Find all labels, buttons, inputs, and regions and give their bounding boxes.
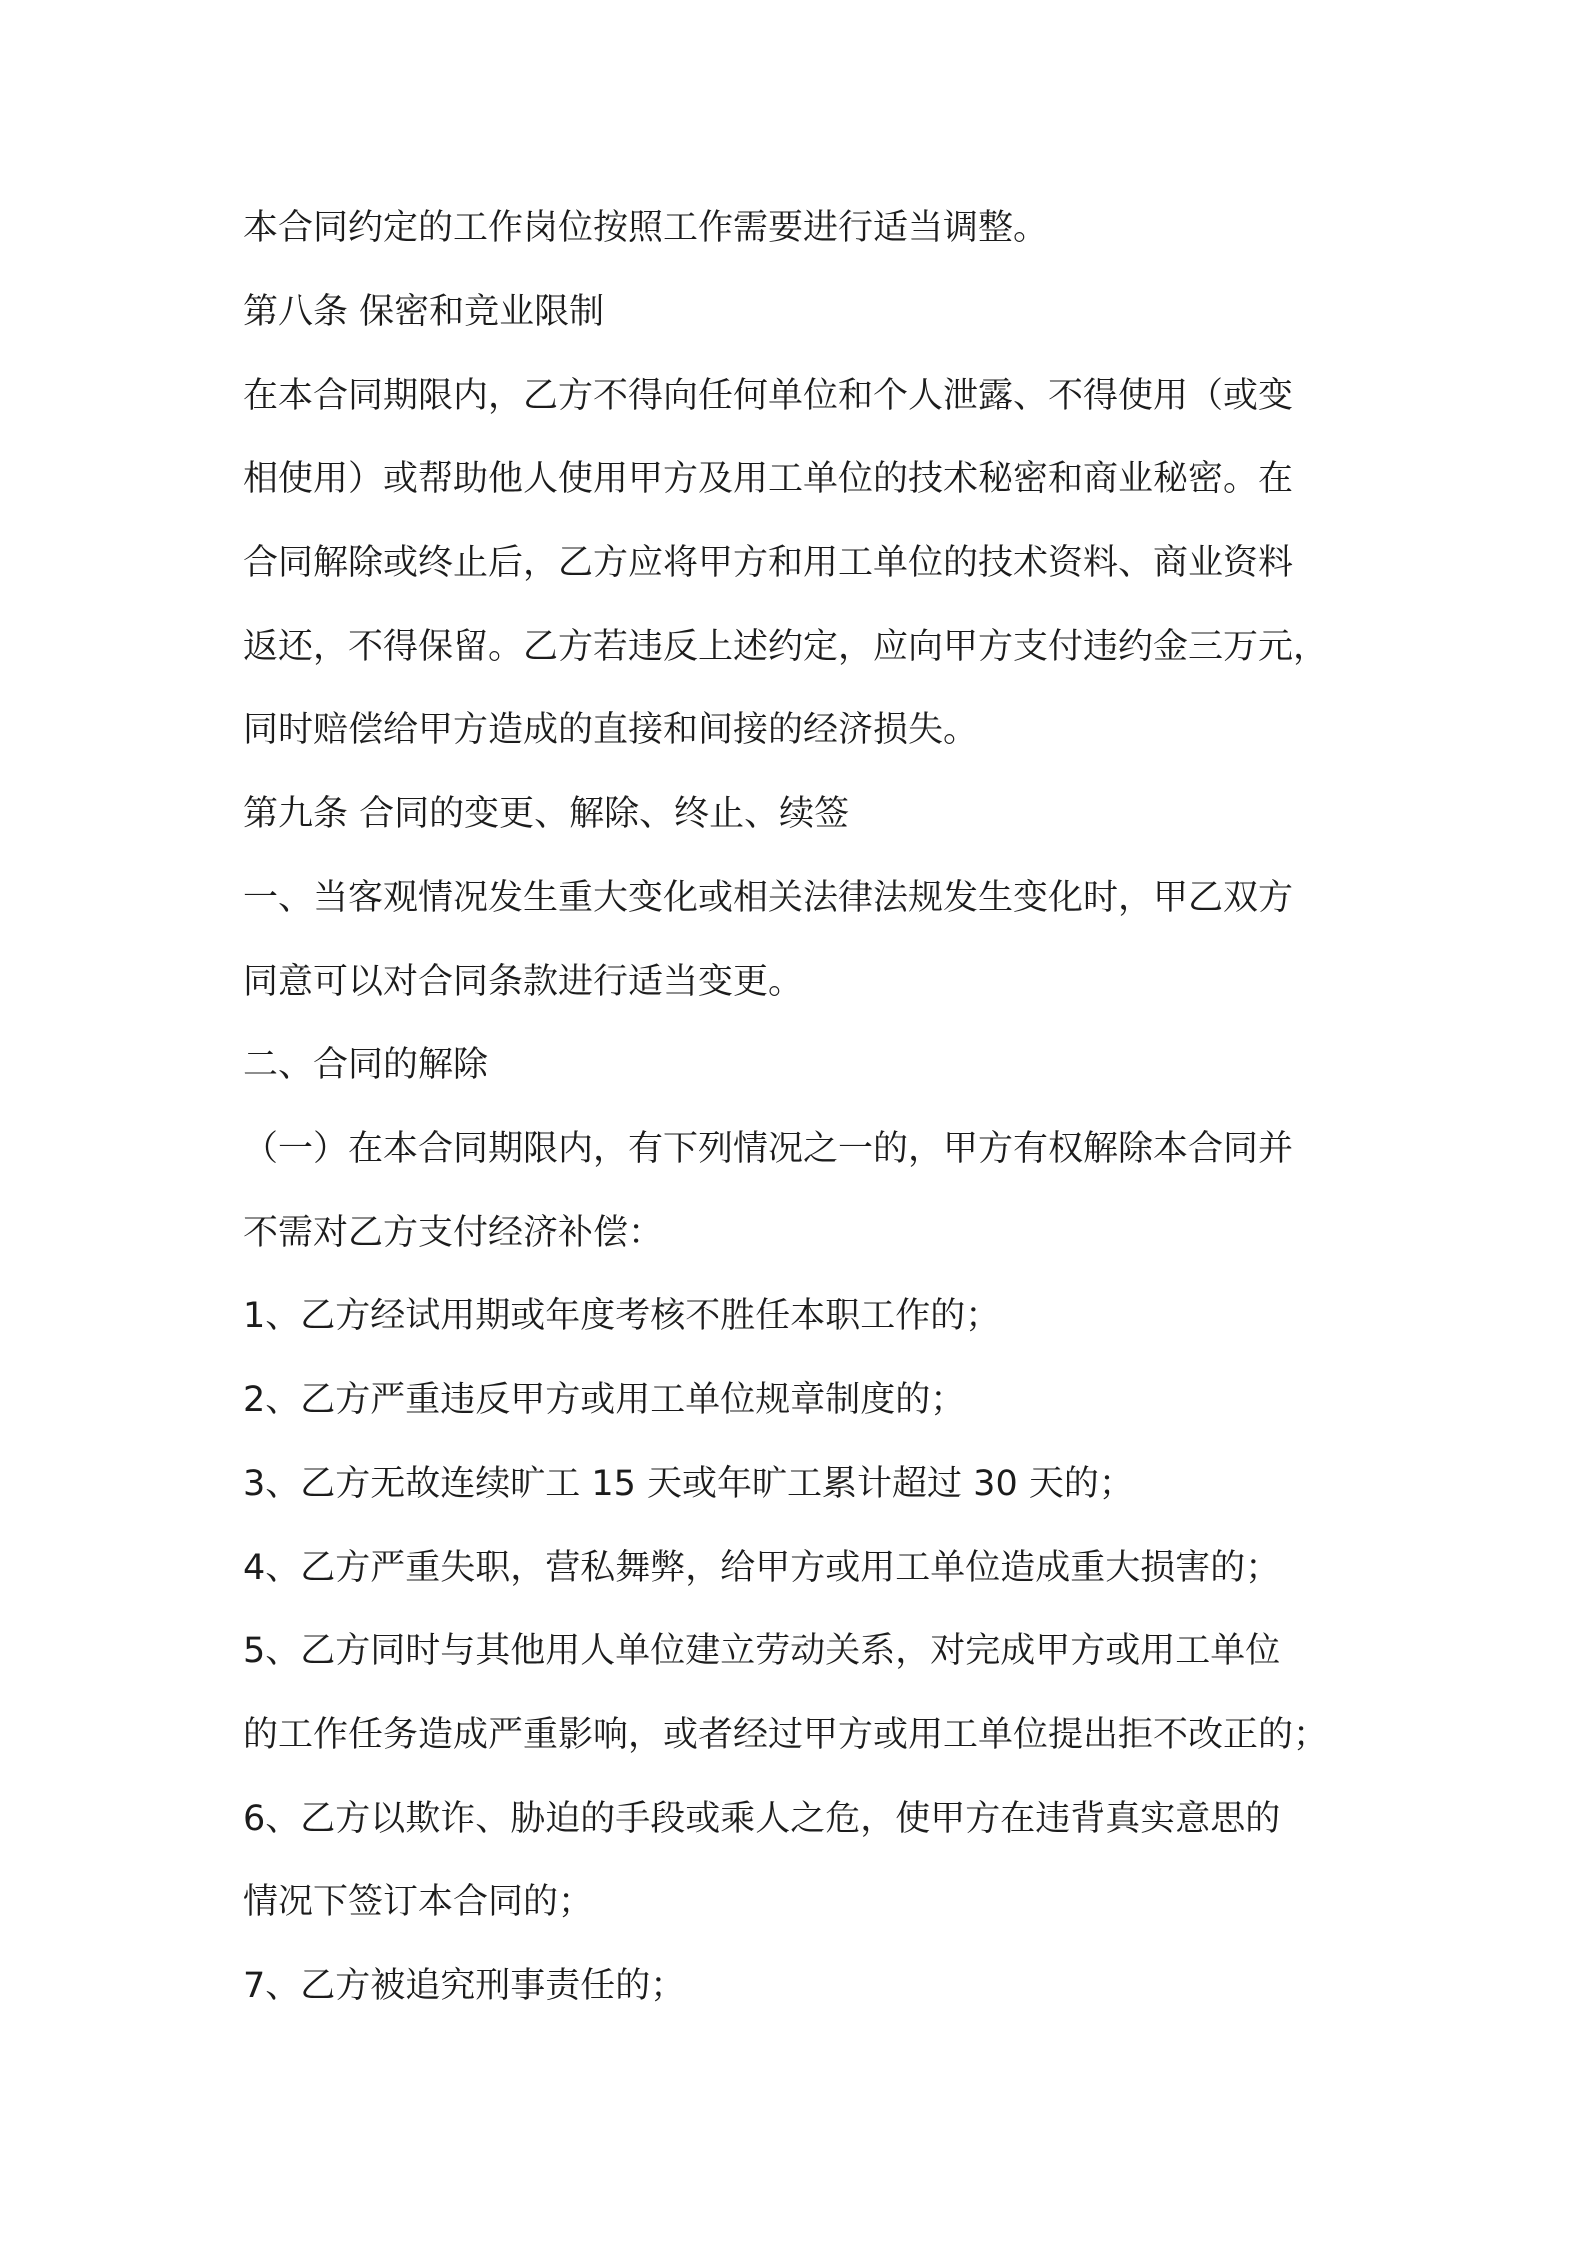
text-line: （一）在本合同期限内，有下列情况之一的，甲方有权解除本合同并 [243, 1129, 1294, 1169]
list-item: 3、乙方无故连续旷工 15 天或年旷工累计超过 30 天的； [243, 1464, 1134, 1504]
list-item: 1、乙方经试用期或年度考核不胜任本职工作的； [243, 1296, 1001, 1336]
text-line: 本合同约定的工作岗位按照工作需要进行适当调整。 [243, 208, 1049, 248]
section-heading: 第九条 合同的变更、解除、终止、续签 [243, 794, 850, 834]
list-item: 4、乙方严重失职，营私舞弊，给甲方或用工单位造成重大损害的； [243, 1548, 1281, 1588]
text-line: 同时赔偿给甲方造成的直接和间接的经济损失。 [243, 710, 979, 750]
list-item: 5、乙方同时与其他用人单位建立劳动关系，对完成甲方或用工单位 [243, 1631, 1281, 1671]
list-item: 7、乙方被追究刑事责任的； [243, 1966, 686, 2006]
text-line: 相使用）或帮助他人使用甲方及用工单位的技术秘密和商业秘密。在 [243, 459, 1294, 499]
text-line: 合同解除或终止后，乙方应将甲方和用工单位的技术资料、商业资料 [243, 543, 1294, 583]
text-line: 一、当客观情况发生重大变化或相关法律法规发生变化时，甲乙双方 [243, 878, 1294, 918]
list-item: 2、乙方严重违反甲方或用工单位规章制度的； [243, 1380, 966, 1420]
section-heading: 第八条 保密和竞业限制 [243, 292, 605, 332]
text-line: 情况下签订本合同的； [243, 1882, 594, 1922]
text-line: 同意可以对合同条款进行适当变更。 [243, 962, 804, 1002]
text-line: 的工作任务造成严重影响，或者经过甲方或用工单位提出拒不改正的； [243, 1715, 1329, 1755]
subsection-heading: 二、合同的解除 [243, 1045, 489, 1085]
list-item: 6、乙方以欺诈、胁迫的手段或乘人之危，使甲方在违背真实意思的 [243, 1799, 1281, 1839]
text-line: 返还，不得保留。乙方若违反上述约定，应向甲方支付违约金三万元， [243, 627, 1329, 667]
text-line: 不需对乙方支付经济补偿： [243, 1213, 664, 1253]
text-line: 在本合同期限内，乙方不得向任何单位和个人泄露、不得使用（或变 [243, 376, 1294, 416]
